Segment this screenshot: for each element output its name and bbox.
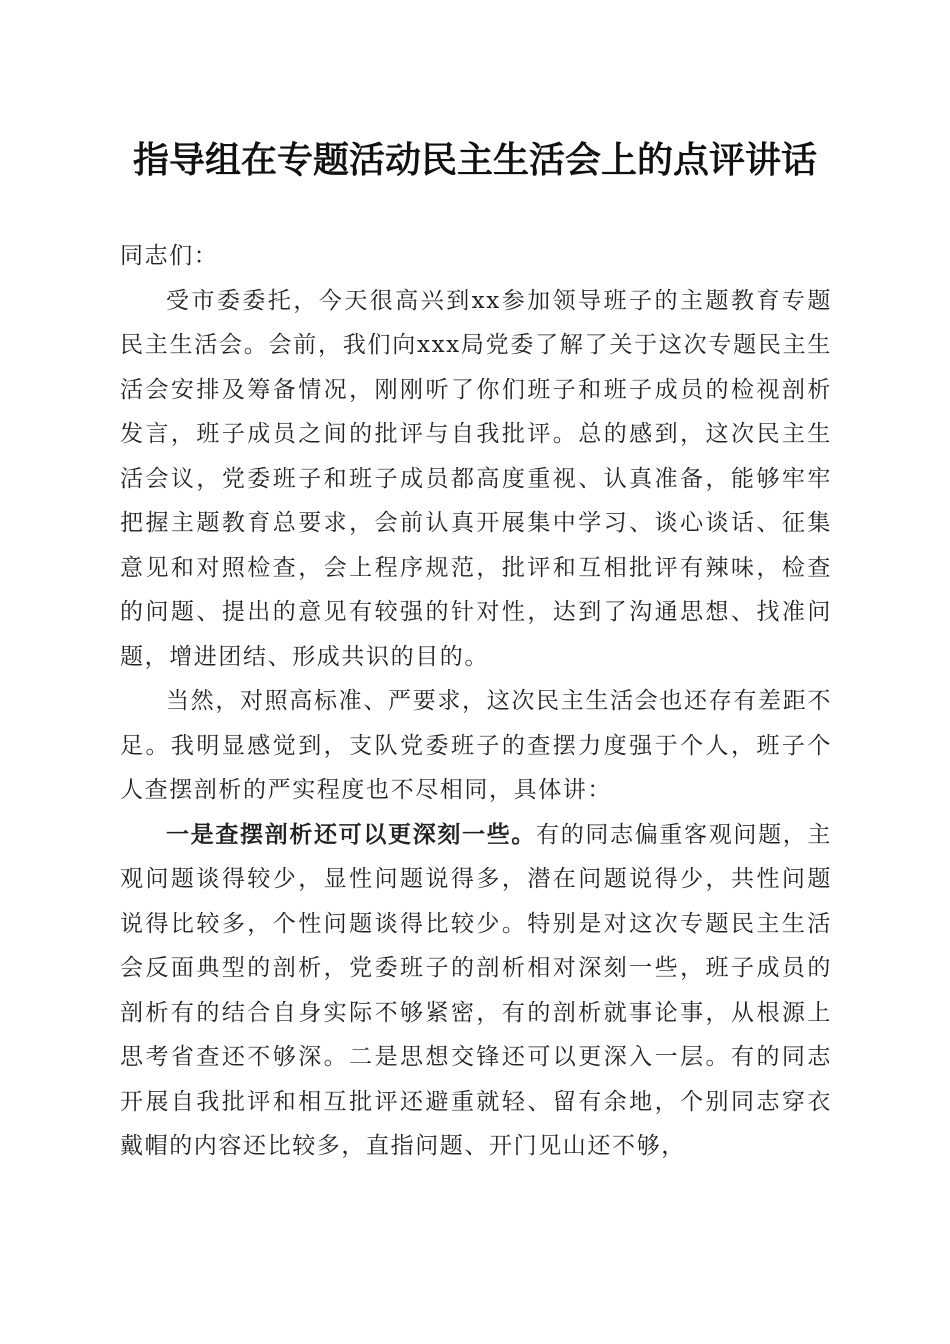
paragraph-2: 当然，对照高标准、严要求，这次民主生活会也还存有差距不足。我明显感觉到，支队党委班子的查摆力度强于个人，班子个人查摆剖析的严实程度也不尽相同，具体讲： [120,688,832,803]
document-title: 指导组在专题活动民主生活会上的点评讲话 [132,139,817,181]
paragraph-3-lead: 一是查摆剖析还可以更深刻一些。 [166,820,537,848]
document-body [120,234,832,1169]
paragraph-1: 受市委委托，今天很高兴到xx参加领导班子的主题教育专题民主生活会。会前，我们向xxx局党委了解了关于这次专题民主生活会安排及筹备情况，刚刚听了你们班子和班子成员的检视剖析发言，班子成员之间的批评与自我批评。总的感到，这次民主生活会议，党委班子和班子成员都高度重视、认真准备，能够牢牢把握主题教育总要求，会前认真开展集中学习、谈心谈话、征集意见和对照检查，会上程序规范，批评和互相批评有辣味，检查的问题、提出的意见有较强的针对性，达到了沟通思想、找准问题，增进团结、形成共识的目的。 [120,287,832,670]
paragraph-3 [120,813,832,1169]
paragraph-3-text: 有的同志偏重客观问题，主观问题谈得较少，显性问题说得多，潜在问题说得少，共性问题说得比较多，个性问题谈得比较少。特别是对这次专题民主生活会反面典型的剖析，党委班子的剖析相对深刻一些，班子成员的剖析有的结合自身实际不够紧密，有的剖析就事论事，从根源上思考省查还不够深。二是思想交锋还可以更深入一层。有的同志开展自我批评和相互批评还避重就轻、留有余地，个别同志穿衣戴帽的内容还比较多，直指问题、开门见山还不够， [120,821,833,1159]
salutation: 同志们： [120,243,219,269]
